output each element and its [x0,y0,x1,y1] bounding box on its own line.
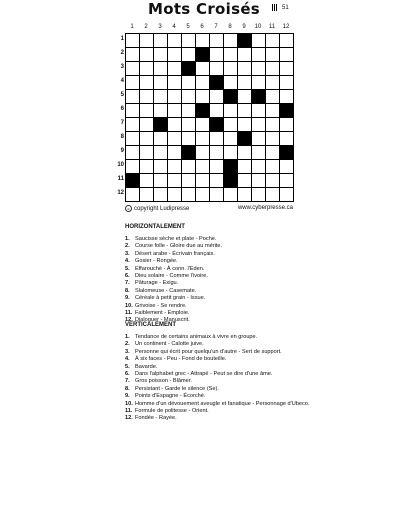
clue-number: 3. [125,250,130,257]
clue-item [125,378,309,385]
empty-cell[interactable] [266,132,280,146]
empty-cell[interactable] [252,132,266,146]
black-cell [196,104,210,118]
clue-item [125,258,222,265]
barcode-icon [272,4,278,11]
clue-number: 8. [125,385,130,392]
clue-text: Dieu solaire - Comme l'ivoire. [135,272,208,279]
empty-cell[interactable] [224,132,238,146]
empty-cell[interactable] [168,146,182,160]
row-label: 11 [117,176,124,182]
clue-text: Course folle - Gloire due au mérite. [135,243,223,250]
clue-number: 6. [125,272,130,279]
empty-cell[interactable] [140,146,154,160]
row-label: 2 [120,50,124,56]
empty-cell[interactable] [168,62,182,76]
empty-cell[interactable] [182,90,196,104]
empty-cell[interactable] [168,188,182,202]
empty-cell[interactable] [168,104,182,118]
black-cell [252,90,266,104]
vertical-heading: VERTICALEMENT [125,322,176,328]
empty-cell[interactable] [238,146,252,160]
horizontal-heading: HORIZONTALEMENT [125,224,185,230]
clue-text: Un continent - Calotte juive. [135,341,204,348]
empty-cell[interactable] [154,174,168,188]
empty-cell[interactable] [196,160,210,174]
empty-cell[interactable] [140,118,154,132]
empty-cell[interactable] [266,104,280,118]
column-label: 9 [242,24,246,30]
empty-cell[interactable] [252,160,266,174]
black-cell [224,174,238,188]
empty-cell[interactable] [154,62,168,76]
empty-cell[interactable] [140,90,154,104]
empty-cell[interactable] [266,76,280,90]
empty-cell[interactable] [140,34,154,48]
empty-cell[interactable] [140,188,154,202]
clue-text: Céréale à petit grain - Issue. [135,295,206,302]
empty-cell[interactable] [238,188,252,202]
empty-cell[interactable] [154,188,168,202]
empty-cell[interactable] [140,48,154,62]
empty-cell[interactable] [168,34,182,48]
empty-cell[interactable] [280,132,294,146]
black-cell [280,146,294,160]
empty-cell[interactable] [196,34,210,48]
empty-cell[interactable] [126,34,140,48]
empty-cell[interactable] [252,188,266,202]
clue-item [125,243,222,250]
empty-cell[interactable] [126,76,140,90]
column-label: 3 [158,24,162,30]
clue-number: 1. [125,236,130,242]
black-cell [210,76,224,90]
empty-cell[interactable] [154,132,168,146]
column-label: 4 [172,24,176,30]
empty-cell[interactable] [280,62,294,76]
empty-cell[interactable] [182,76,196,90]
clue-number: 8. [125,287,130,294]
clue-item [125,334,309,341]
column-label: 5 [186,24,190,30]
empty-cell[interactable] [168,76,182,90]
clue-text: Gosier - Rongée. [135,258,178,265]
copyright-notice [125,205,189,212]
empty-cell[interactable] [224,34,238,48]
empty-cell[interactable] [196,132,210,146]
empty-cell[interactable] [224,76,238,90]
clue-text: Personne qui écrit pour quelqu'un d'autre - Sert de support. [135,348,282,355]
empty-cell[interactable] [224,146,238,160]
empty-cell[interactable] [196,90,210,104]
empty-cell[interactable] [238,160,252,174]
clue-number: 11. [125,407,133,414]
empty-cell[interactable] [154,48,168,62]
empty-cell[interactable] [126,188,140,202]
clue-text: Points d'Espagne - Écorché. [135,393,206,400]
empty-cell[interactable] [126,104,140,118]
clue-number: 9. [125,393,130,400]
empty-cell[interactable] [224,48,238,62]
clue-text: Désert arabe - Écrivain français. [135,250,215,257]
clue-number: 2. [125,341,130,348]
empty-cell[interactable] [224,62,238,76]
empty-cell[interactable] [140,132,154,146]
clue-text: Homme d'un dévouement aveugle et fanatique - Personnage d'Ubeco. [135,400,310,407]
clue-item [125,295,222,302]
puzzle-number-badge [272,4,289,11]
empty-cell[interactable] [140,62,154,76]
clue-text: Persistant - Garde le silence (Se). [135,385,219,392]
black-cell [196,48,210,62]
clue-number: 1. [125,334,130,340]
empty-cell[interactable] [266,48,280,62]
empty-cell[interactable] [154,90,168,104]
clue-number: 5. [125,363,130,370]
empty-cell[interactable] [238,90,252,104]
empty-cell[interactable] [280,90,294,104]
row-label: 10 [117,162,124,168]
empty-cell[interactable] [210,48,224,62]
page-title: Mots Croisés [148,0,261,18]
empty-cell[interactable] [140,174,154,188]
clue-number: 5. [125,265,130,272]
empty-cell[interactable] [224,188,238,202]
black-cell [154,118,168,132]
empty-cell[interactable] [266,174,280,188]
empty-cell[interactable] [196,76,210,90]
clue-item [125,341,309,348]
black-cell [182,146,196,160]
column-label: 7 [214,24,218,30]
clue-number: 10. [125,400,133,407]
empty-cell[interactable] [154,34,168,48]
empty-cell[interactable] [210,174,224,188]
empty-cell[interactable] [224,104,238,118]
empty-cell[interactable] [140,104,154,118]
empty-cell[interactable] [210,62,224,76]
empty-cell[interactable] [238,104,252,118]
empty-cell[interactable] [210,132,224,146]
clue-item [125,280,222,287]
row-label: 3 [120,64,124,70]
empty-cell[interactable] [252,34,266,48]
clue-item [125,415,309,422]
clue-text: Gros poisson - Blâmer. [135,378,192,385]
black-cell [224,90,238,104]
empty-cell[interactable] [196,146,210,160]
empty-cell[interactable] [280,188,294,202]
column-label: 6 [200,24,204,30]
empty-cell[interactable] [196,62,210,76]
row-label: 12 [117,190,124,196]
empty-cell[interactable] [154,146,168,160]
clue-item [125,356,309,363]
clue-number: 4. [125,258,130,265]
clue-item [125,401,309,408]
empty-cell[interactable] [182,160,196,174]
empty-cell[interactable] [238,76,252,90]
empty-cell[interactable] [224,118,238,132]
empty-cell[interactable] [252,146,266,160]
black-cell [126,174,140,188]
clue-item [125,371,309,378]
empty-cell[interactable] [210,34,224,48]
empty-cell[interactable] [266,146,280,160]
clue-item [125,310,222,317]
row-label: 1 [120,36,124,42]
clue-text: Bavarde. [135,363,158,370]
empty-cell[interactable] [154,160,168,174]
empty-cell[interactable] [168,160,182,174]
empty-cell[interactable] [126,62,140,76]
empty-cell[interactable] [266,160,280,174]
copyright-text: copyright Ludipresse [134,206,190,213]
clue-item [125,303,222,310]
empty-cell[interactable] [238,62,252,76]
clue-text: Dans l'alphabet grec - Attrapé - Peut se dire d'une âme. [135,370,273,377]
clue-item [125,251,222,258]
column-label: 1 [130,24,134,30]
empty-cell[interactable] [154,104,168,118]
clue-number: 3. [125,348,130,355]
empty-cell[interactable] [168,90,182,104]
empty-cell[interactable] [280,118,294,132]
empty-cell[interactable] [196,188,210,202]
clue-item [125,288,222,295]
empty-cell[interactable] [168,174,182,188]
vertical-clue-list [125,334,309,423]
empty-cell[interactable] [126,160,140,174]
clue-number: 7. [125,280,130,287]
row-label: 9 [120,148,124,154]
empty-cell[interactable] [210,146,224,160]
clue-number: 12. [125,317,133,324]
clue-text: Effarouché - À conn. l'Eden. [135,265,205,272]
empty-cell[interactable] [238,174,252,188]
empty-cell[interactable] [182,48,196,62]
horizontal-clue-list [125,236,222,325]
clue-number: 7. [125,378,130,385]
clue-number: 11. [125,309,133,316]
clue-text: Grivoise - Se rendre. [135,302,187,309]
empty-cell[interactable] [196,174,210,188]
empty-cell[interactable] [252,104,266,118]
clue-text: Tendance de certains animaux à vivre en groupe. [135,334,258,340]
column-label: 8 [228,24,232,30]
clue-text: Formule de politesse - Orient. [135,407,209,414]
clue-number: 12. [125,415,133,422]
row-label: 8 [120,134,124,140]
empty-cell[interactable] [266,188,280,202]
black-cell [182,62,196,76]
empty-cell[interactable] [280,48,294,62]
clue-item [125,393,309,400]
black-cell [238,132,252,146]
empty-cell[interactable] [280,174,294,188]
clue-item [125,266,222,273]
empty-cell[interactable] [280,76,294,90]
black-cell [210,118,224,132]
empty-cell[interactable] [252,62,266,76]
row-label: 6 [120,106,124,112]
empty-cell[interactable] [182,188,196,202]
column-label: 11 [268,24,276,30]
empty-cell[interactable] [168,48,182,62]
clue-text: À six faces - Peu - Fond de bouteille. [135,356,227,363]
clue-text: Fondée - Rayée. [135,415,177,422]
empty-cell[interactable] [182,104,196,118]
clue-text: Slalomeuse - Casemate. [135,287,197,294]
empty-cell[interactable] [126,146,140,160]
clue-text: Dialoguer - Manuscrit. [135,317,190,324]
clue-item [125,364,309,371]
column-label: 12 [282,24,290,30]
website-link[interactable]: www.cyberpresse.ca [237,205,293,211]
puzzle-number: 51 [282,4,289,11]
empty-cell[interactable] [252,76,266,90]
clue-text: Faiblement - Emploie. [135,309,190,316]
empty-cell[interactable] [280,34,294,48]
empty-cell[interactable] [252,48,266,62]
empty-cell[interactable] [182,118,196,132]
empty-cell[interactable] [252,174,266,188]
row-label: 5 [120,92,124,98]
clue-text: Pâturage - Exigu. [135,280,179,287]
empty-cell[interactable] [210,160,224,174]
empty-cell[interactable] [210,188,224,202]
clue-item [125,236,222,243]
black-cell [238,34,252,48]
column-label: 10 [254,24,262,30]
clue-item [125,408,309,415]
empty-cell[interactable] [238,118,252,132]
empty-cell[interactable] [266,62,280,76]
column-label: 2 [144,24,148,30]
clue-number: 9. [125,295,130,302]
empty-cell[interactable] [140,76,154,90]
clue-number: 6. [125,370,130,377]
grid-footer [125,205,293,212]
black-cell [280,104,294,118]
empty-cell[interactable] [126,90,140,104]
empty-cell[interactable] [280,160,294,174]
crossword-grid [125,33,294,202]
empty-cell[interactable] [154,76,168,90]
empty-cell[interactable] [140,160,154,174]
clue-item [125,273,222,280]
empty-cell[interactable] [182,34,196,48]
empty-cell[interactable] [210,104,224,118]
empty-cell[interactable] [266,90,280,104]
empty-cell[interactable] [168,118,182,132]
empty-cell[interactable] [126,48,140,62]
empty-cell[interactable] [126,132,140,146]
empty-cell[interactable] [182,132,196,146]
row-label: 4 [120,78,124,84]
empty-cell[interactable] [266,118,280,132]
empty-cell[interactable] [126,118,140,132]
clue-number: 2. [125,243,130,250]
empty-cell[interactable] [210,90,224,104]
copyright-icon: c [125,205,132,212]
empty-cell[interactable] [266,34,280,48]
empty-cell[interactable] [238,48,252,62]
row-label: 7 [120,120,124,126]
black-cell [224,160,238,174]
empty-cell[interactable] [182,174,196,188]
empty-cell[interactable] [252,118,266,132]
clue-number: 4. [125,356,130,363]
clue-text: Saucisse sèche et plate - Poche. [135,236,217,242]
empty-cell[interactable] [168,132,182,146]
clue-number: 10. [125,302,133,309]
empty-cell[interactable] [196,118,210,132]
